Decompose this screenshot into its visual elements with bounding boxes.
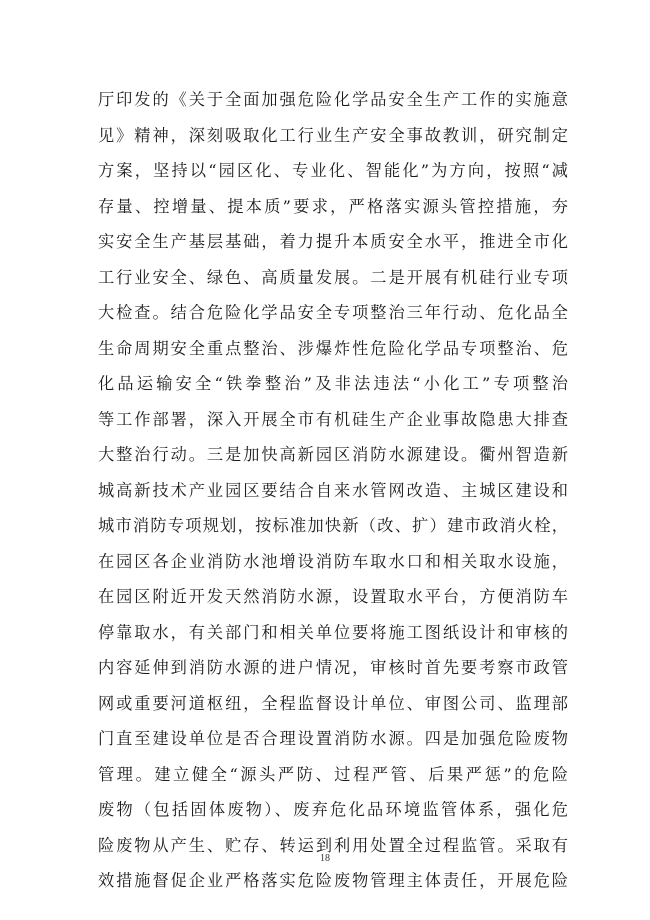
text-line: 方案，坚持以“园区化、专业化、智能化”为方向，按照“减 (98, 161, 568, 180)
text-line: 大整治行动。三是加快高新园区消防水源建设。衢州智造新 (98, 445, 568, 464)
text-line: 城市消防专项规划，按标准加快新（改、扩）建市政消火栓， (98, 516, 568, 535)
text-line: 生命周期安全重点整治、涉爆炸性危险化学品专项整治、危 (98, 338, 568, 358)
text-line: 管理。建立健全“源头严防、过程严管、后果严惩”的危险 (98, 764, 568, 784)
text-line: 内容延伸到消防水源的进户情况，审核时首先要考察市政管 (98, 658, 568, 677)
body-text (98, 82, 568, 899)
text-line: 工行业安全、绿色、高质量发展。二是开展有机硅行业专项 (98, 267, 568, 287)
text-line: 网或重要河道枢纽，全程监督设计单位、审图公司、监理部 (98, 693, 568, 713)
text-line: 在园区附近开发天然消防水源，设置取水平台，方便消防车 (98, 587, 568, 606)
text-line: 效措施督促企业严格落实危险废物管理主体责任，开展危险 (98, 871, 568, 890)
text-line: 化品运输安全“铁拳整治”及非法违法“小化工”专项整治 (98, 374, 568, 393)
text-line: 门直至建设单位是否合理设置消防水源。四是加强危险废物 (98, 729, 568, 748)
text-line: 险废物从产生、贮存、转运到利用处置全过程监管。采取有 (98, 835, 568, 855)
text-line: 废物（包括固体废物）、废弃危化品环境监管体系，强化危 (98, 800, 568, 819)
text-line: 等工作部署，深入开展全市有机硅生产企业事故隐患大排查 (98, 409, 568, 429)
text-line: 存量、控增量、提本质”要求，严格落实源头管控措施，夯 (98, 196, 568, 216)
text-line: 停靠取水，有关部门和相关单位要将施工图纸设计和审核的 (98, 622, 568, 642)
page-number: 18 (320, 853, 330, 864)
text-line: 实安全生产基层基础，着力提升本质安全水平，推进全市化 (98, 232, 568, 251)
text-line: 在园区各企业消防水池增设消防车取水口和相关取水设施， (98, 551, 568, 571)
text-line: 见》精神，深刻吸取化工行业生产安全事故教训，研究制定 (98, 125, 568, 145)
text-line: 大检查。结合危险化学品安全专项整治三年行动、危化品全 (98, 303, 568, 322)
text-line: 厅印发的《关于全面加强危险化学品安全生产工作的实施意 (98, 90, 568, 109)
text-line: 城高新技术产业园区要结合自来水管网改造、主城区建设和 (98, 480, 568, 500)
